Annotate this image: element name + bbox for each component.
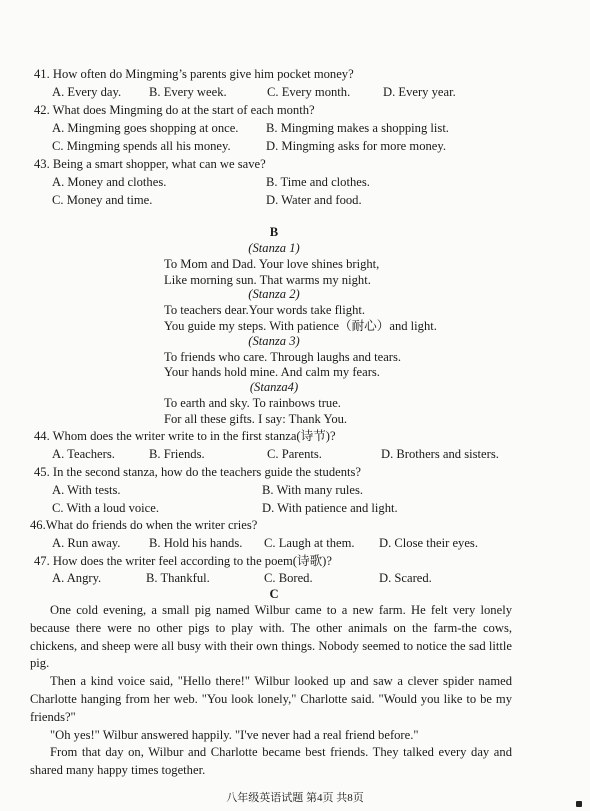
q47-option-a: A. Angry.	[52, 571, 102, 585]
q47-option-d: D. Scared.	[379, 571, 432, 585]
q42-option-a: A. Mingming goes shopping at once.	[52, 121, 239, 135]
page-footer: 八年级英语试题 第4页 共8页	[226, 792, 364, 804]
q46-option-c: C. Laugh at them.	[264, 536, 355, 550]
stanza-2-title: (Stanza 2)	[248, 287, 300, 301]
stanza-1-line-1: To Mom and Dad. Your love shines bright,	[164, 257, 380, 271]
q45-option-a: A. With tests.	[52, 483, 121, 497]
story-text	[30, 602, 512, 780]
q43-option-c: C. Money and time.	[52, 193, 153, 207]
q46-option-b: B. Hold his hands.	[149, 536, 243, 550]
stanza-4-line-1: To earth and sky. To rainbows true.	[164, 396, 341, 410]
stanza-3-title: (Stanza 3)	[248, 334, 300, 348]
q42-stem: 42. What does Mingming do at the start of each month?	[34, 103, 315, 117]
q41-option-b: B. Every week.	[149, 85, 227, 99]
q45-option-d: D. With patience and light.	[262, 501, 398, 515]
q47-option-c: C. Bored.	[264, 571, 313, 585]
stanza-3-line-1: To friends who care. Through laughs and tears.	[164, 350, 402, 364]
story-paragraph-1: One cold evening, a small pig named Wilbur came to a new farm. He felt very lonely because there were no other pigs to play with. The other animals on the farm-the cows, chickens, and sheep were all busy with their own things. Nobody seemed to notice the sad little pig.	[30, 603, 512, 671]
q46-option-d: D. Close their eyes.	[379, 536, 478, 550]
q47-stem: 47. How does the writer feel according to the poem(诗歌)?	[34, 554, 332, 568]
stanza-2-line-2: You guide my steps. With patience（耐心）and light.	[164, 319, 437, 333]
q46-option-a: A. Run away.	[52, 536, 121, 550]
q43-option-a: A. Money and clothes.	[52, 175, 167, 189]
stanza-3-line-2: Your hands hold mine. And calm my fears.	[164, 365, 380, 379]
stanza-1-title: (Stanza 1)	[248, 241, 300, 255]
q46-stem: 46.What do friends do when the writer cries?	[30, 518, 258, 532]
q44-option-c: C. Parents.	[267, 447, 322, 461]
q44-option-a: A. Teachers.	[52, 447, 115, 461]
q43-option-b: B. Time and clothes.	[266, 175, 370, 189]
q44-stem: 44. Whom does the writer write to in the first stanza(诗节)?	[34, 429, 336, 443]
q42-option-d: D. Mingming asks for more money.	[266, 139, 447, 153]
q45-option-b: B. With many rules.	[262, 483, 364, 497]
story-paragraph-4: From that day on, Wilbur and Charlotte became best friends. They talked every day and shared many happy times together.	[30, 745, 512, 778]
q45-stem: 45. In the second stanza, how do the teachers guide the students?	[34, 465, 361, 479]
story-paragraph-3: "Oh yes!" Wilbur answered happily. "I've never had a real friend before."	[50, 727, 419, 742]
stanza-4-title: (Stanza4)	[249, 380, 299, 394]
corner-mark	[576, 801, 582, 807]
q41-option-d: D. Every year.	[383, 85, 456, 99]
q41-stem: 41. How often do Mingming’s parents give him pocket money?	[34, 67, 354, 81]
stanza-1-line-2: Like morning sun. That warms my night.	[164, 273, 371, 287]
q44-option-b: B. Friends.	[149, 447, 205, 461]
section-c-heading: C	[269, 587, 279, 601]
q42-option-b: B. Mingming makes a shopping list.	[266, 121, 449, 135]
q47-option-b: B. Thankful.	[146, 571, 210, 585]
q41-option-a: A. Every day.	[52, 85, 122, 99]
q41-option-c: C. Every month.	[267, 85, 351, 99]
stanza-4-line-2: For all these gifts. I say: Thank You.	[164, 412, 348, 426]
story-paragraph-2: Then a kind voice said, "Hello there!" Wilbur looked up and saw a clever spider named Charlotte hanging from her web. "You look lonely," Charlotte said. "Would you like to be my friends?"	[30, 674, 512, 724]
q44-option-d: D. Brothers and sisters.	[381, 447, 499, 461]
q43-option-d: D. Water and food.	[266, 193, 362, 207]
q42-option-c: C. Mingming spends all his money.	[52, 139, 231, 153]
q43-stem: 43. Being a smart shopper, what can we save?	[34, 157, 266, 171]
section-b-heading: B	[269, 225, 279, 239]
stanza-2-line-1: To teachers dear.Your words take flight.	[164, 303, 366, 317]
q45-option-c: C. With a loud voice.	[52, 501, 159, 515]
